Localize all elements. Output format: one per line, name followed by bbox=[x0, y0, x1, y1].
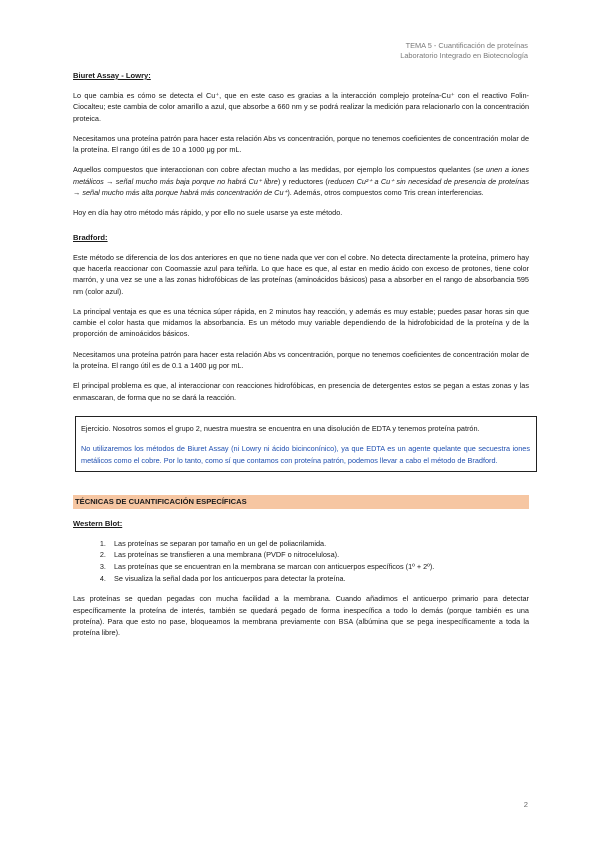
biuret-paragraph-2: Necesitamos una proteína patrón para hacer esta relación Abs vs concentración, porque no tenemos coeficientes de concentración molar de la proteína. El rango útil es de 10 a 1000 μg por mL. bbox=[73, 133, 529, 155]
list-item: 3. Las proteínas que se encuentran en la membrana se marcan con anticuerpos específicos (1º + 2º). bbox=[108, 561, 529, 573]
header-topic: TEMA 5 - Cuantificación de proteínas bbox=[405, 41, 528, 50]
exercise-answer: No utilizaremos los métodos de Biuret Assay (ni Lowry ni ácido bicinconínico), ya que EDTA es un agente quelante que secuestra iones metálicos como el cobre. Por lo tanto, como sí que contamos con proteína patrón, podemos llevar a cabo el método de Bradford. bbox=[81, 444, 530, 465]
bradford-heading: Bradford: bbox=[73, 232, 108, 242]
biuret-paragraph-3 bbox=[73, 164, 529, 198]
exercise-prompt: Ejercicio. Nosotros somos el grupo 2, nuestra muestra se encuentra en una disolución de EDTA y tenemos proteína patrón. bbox=[81, 423, 480, 433]
bradford-paragraph-4: El principal problema es que, al interaccionar con reacciones hidrofóbicas, en presencia de detergentes estos se pegan a estas zonas y las enmascaran, de forma que no se dará la reacción. bbox=[73, 381, 529, 402]
biuret-p3-text-a: Aquellos compuestos que interaccionan con cobre afectan mucho a las medidas, por ejemplo los compuestos quelantes ( bbox=[73, 165, 476, 175]
bradford-paragraph-2: La principal ventaja es que es una técnica súper rápida, en 2 minutos hay reacción, y además es muy estable; puedes pasar horas sin que cambie el color hasta que midamos la absorbancia. Es un método muy variable dependiendo de la hidrofobicidad de la proteína y de la proporción de aminoácidos básicos. bbox=[73, 306, 529, 339]
list-item: 1. Las proteínas se separan por tamaño en un gel de poliacrilamida. bbox=[108, 538, 529, 550]
bradford-paragraph-3: Necesitamos una proteína patrón para hacer esta relación Abs vs concentración, porque no tenemos coeficientes de concentración molar de la proteína. El rango útil es de 0.1 a 1400 μg por mL. bbox=[73, 349, 529, 371]
exercise-box bbox=[75, 416, 537, 472]
bradford-paragraph-1: Este método se diferencia de los dos anteriores en que no tiene nada que ver con el cobre. No detecta directamente la proteína, primero hay que hacerla reaccionar con Coomassie azul para teñirla. Lo que hace es que, al estar en medio ácido con exceso de protones, tiene color marrón, y una vez se une a las zonas hidrofóbicas de las proteínas (aminoácidos básicos) pasa a absorber en el rango de absorbancia 595 nm (color azul). bbox=[73, 252, 529, 296]
western-blot-steps bbox=[73, 538, 529, 584]
biuret-p3-text-c: ). Además, otros compuestos como Tris crean interferencias. bbox=[287, 188, 484, 198]
biuret-p3-italic-1: se unen a iones metálicos → señal mucho más baja porque no habrá Cu⁺ libre bbox=[73, 165, 529, 186]
list-item: 4. Se visualiza la señal dada por los anticuerpos para detectar la proteína. bbox=[108, 573, 529, 585]
western-blot-heading: Western Blot: bbox=[73, 518, 123, 528]
list-item: 2. Las proteínas se transfieren a una membrana (PVDF o nitrocelulosa). bbox=[108, 549, 529, 561]
biuret-p3-italic-2: reducen Cu²⁺ a Cu⁺ sin necesidad de presencia de proteínas → señal mucho más alta porque habrá más concentración de Cu⁺ bbox=[73, 176, 529, 198]
biuret-heading: Biuret Assay - Lowry: bbox=[73, 71, 151, 80]
section-banner: TÉCNICAS DE CUANTIFICACIÓN ESPECÍFICAS bbox=[73, 495, 529, 509]
header-course: Laboratorio Integrado en Biotecnología bbox=[400, 51, 528, 60]
page-header bbox=[400, 41, 528, 61]
page-content bbox=[73, 70, 529, 638]
page-number: 2 bbox=[523, 800, 528, 809]
biuret-paragraph-4: Hoy en día hay otro método más rápido, y por ello no suele usarse ya este método. bbox=[73, 208, 343, 218]
biuret-paragraph-1: Lo que cambia es cómo se detecta el Cu⁺, que en este caso es gracias a la interacción complejo proteína-Cu⁺ con el reactivo Folin-Ciocalteu; este cambia de color amarillo a azul, que absorbe a 660 nm y se podrá realizar la medición para relacionarlo con la concentración proteica. bbox=[73, 91, 529, 123]
biuret-p3-text-b: ) y reductores ( bbox=[277, 176, 328, 186]
western-blot-paragraph: Las proteínas se quedan pegadas con mucha facilidad a la membrana. Cuando añadimos el anticuerpo primario para detectar específicamente la proteína de interés, también se quedará pegado de forma inespecífica a todo lo demás (porque también es una proteína). Para que esto no pase, bloqueamos la membrana previamente con BSA (albúmina que se pega inespecíficamente a toda la proteína libre). bbox=[73, 594, 529, 638]
